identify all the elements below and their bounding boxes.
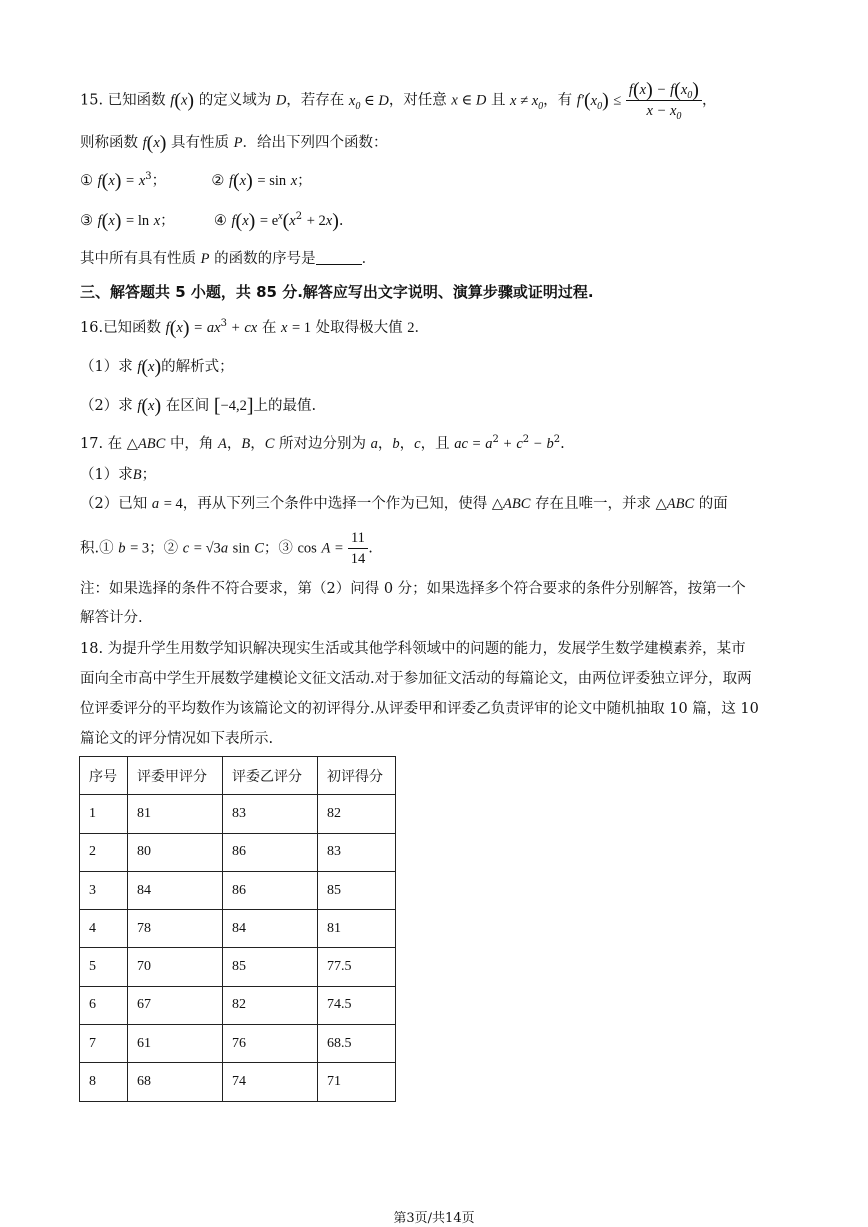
table-cell: 86 bbox=[223, 871, 318, 909]
q17-number: 17. bbox=[80, 436, 104, 452]
table-cell: 82 bbox=[223, 986, 318, 1024]
q15-line-answer: 其中所有具有性质 P 的函数的序号是 ． bbox=[80, 251, 377, 267]
table-cell: 8 bbox=[80, 1063, 128, 1101]
q15-text: ，若存在 bbox=[286, 92, 345, 109]
q18-line4: 篇论文的评分情况如下表所示. bbox=[80, 731, 274, 747]
q17-text: （1）求 bbox=[80, 467, 133, 483]
table-cell: 67 bbox=[128, 986, 223, 1024]
table-cell: 70 bbox=[128, 948, 223, 986]
option-2-marker: ② bbox=[211, 173, 225, 189]
q16-text: （2）求 bbox=[80, 398, 133, 414]
table-row bbox=[80, 833, 396, 871]
table-row bbox=[80, 910, 396, 948]
table-cell: 85 bbox=[318, 871, 396, 909]
table-cell: 74.5 bbox=[318, 986, 396, 1024]
option-1-marker: ① bbox=[80, 173, 93, 189]
option-3-marker: ③ bbox=[80, 213, 93, 229]
table-cell: 82 bbox=[318, 795, 396, 833]
q16-text: 的解析式； bbox=[161, 359, 234, 375]
q17-text: 的面 bbox=[698, 496, 728, 512]
table-cell: 83 bbox=[318, 833, 396, 871]
difference-quotient: $\frac{f(x) - f(x_0)}{x - x_0}$ bbox=[626, 80, 702, 121]
option-4-marker: ④ bbox=[213, 213, 227, 229]
table-row bbox=[80, 795, 396, 833]
table-cell: 1 bbox=[80, 795, 128, 833]
q15-text: 具有性质 bbox=[171, 135, 230, 151]
table-cell: 68 bbox=[128, 1063, 223, 1101]
table-cell: 84 bbox=[223, 910, 318, 948]
table-cell: 2 bbox=[80, 833, 128, 871]
table-cell: 81 bbox=[128, 795, 223, 833]
q15-line2: 则称函数 f(x) 具有性质 P．给出下列四个函数： bbox=[80, 132, 388, 154]
q16-number: 16. bbox=[80, 320, 104, 336]
table-cell: 68.5 bbox=[318, 1025, 396, 1063]
table-cell: 86 bbox=[223, 833, 318, 871]
q16-text: ． bbox=[414, 320, 430, 336]
header-cell: 评委甲评分 bbox=[128, 757, 223, 795]
q15-text: 其中所有具有性质 bbox=[80, 251, 196, 267]
table-header-row bbox=[80, 757, 396, 795]
q15-text: ，对任意 bbox=[388, 92, 447, 109]
q17-part1: （1）求B； bbox=[80, 467, 157, 483]
table-cell: 4 bbox=[80, 910, 128, 948]
table-cell: 6 bbox=[80, 986, 128, 1024]
q17-note-line2: 解答计分. bbox=[80, 610, 143, 626]
section-heading: 三、解答题共 5 小题，共 85 分.解答应写出文字说明、演算步骤或证明过程. bbox=[80, 283, 594, 301]
math: f bbox=[170, 92, 175, 109]
q18-line3: 位评委评分的平均数作为该篇论文的初评得分.从评委甲和评委乙负责评审的论文中随机抽取 10 篇，这 10 bbox=[80, 701, 759, 717]
page-footer: 第3页/共14页 bbox=[393, 1211, 475, 1226]
q15-text: 的定义域为 bbox=[198, 92, 272, 109]
math: $x \ne x_0$ bbox=[510, 92, 544, 112]
cos-fraction: $\frac{11}{14}$ bbox=[348, 528, 369, 569]
math: D bbox=[275, 92, 287, 109]
q17-line1: 17. 在 △ABC 中，角 A，B，C 所对边分别为 a，b，c，且 ac = $a^2 + c^2 - b^2$. bbox=[80, 434, 565, 452]
q17-note-line1: 注：如果选择的条件不符合要求，第（2）问得 0 分；如果选择多个符合要求的条件分别解答，按第一个 bbox=[80, 581, 746, 597]
q17-text: 所对边分别为 bbox=[279, 436, 367, 452]
q17-text: ；② bbox=[149, 540, 179, 557]
q15-text: 的函数的序号是 bbox=[214, 251, 316, 267]
table-cell: 77.5 bbox=[318, 948, 396, 986]
math: f′ bbox=[576, 92, 584, 109]
q17-text: 在 bbox=[107, 436, 123, 452]
q18-line2: 面向全市高中学生开展数学建模论文征文活动.对于参加征文活动的每篇论文，由两位评委独立评分，取两 bbox=[80, 671, 752, 687]
table-row bbox=[80, 948, 396, 986]
table-row bbox=[80, 986, 396, 1024]
table-cell: 7 bbox=[80, 1025, 128, 1063]
q17-text: ，再从下列三个条件中选择一个作为已知，使得 bbox=[182, 496, 488, 512]
q17-conditions: 积.① b = 3；② c = √3a sin C；③ cos A = $\frac{11}{14}$ . bbox=[80, 530, 373, 567]
q16-text: （1）求 bbox=[80, 359, 133, 375]
table-cell: 5 bbox=[80, 948, 128, 986]
q16-text: 处取得极大值 bbox=[315, 320, 403, 336]
q15-text: 已知函数 bbox=[107, 92, 166, 109]
table-cell: 84 bbox=[128, 871, 223, 909]
q16-text: 在 bbox=[261, 320, 277, 336]
q17-text: 存在且唯一，并求 bbox=[535, 496, 652, 512]
table-cell: 83 bbox=[223, 795, 318, 833]
answer-blank bbox=[316, 250, 362, 265]
table-row bbox=[80, 1063, 396, 1101]
table-cell: 61 bbox=[128, 1025, 223, 1063]
header-cell: 评委乙评分 bbox=[223, 757, 318, 795]
table-cell: 76 bbox=[223, 1025, 318, 1063]
table-row bbox=[80, 871, 396, 909]
q17-text: ；③ bbox=[263, 540, 293, 557]
q16-text: 在区间 bbox=[165, 398, 210, 414]
q15-line1: 15. 已知函数 f(x) 的定义域为 D，若存在 $x_0$ ∈ D，对任意 x ∈ D 且 $x \ne x_0$，有 $f'(x_0)$ ≤ $\frac{f(x) - f(x_0)}{x - x_0}$ ， bbox=[80, 79, 717, 122]
q17-text: 中，角 bbox=[169, 436, 214, 452]
q15-options-row2: ③ f(x) = ln x； ④ $f(x) = e^x(x^2 + 2x)$. bbox=[80, 210, 344, 232]
q17-text: ； bbox=[141, 467, 157, 483]
math: $x_0$ ∈ D bbox=[348, 92, 389, 112]
q15-text: ，有 bbox=[543, 92, 573, 109]
header-cell: 序号 bbox=[80, 757, 128, 795]
q15-text: ．给出下列四个函数： bbox=[242, 135, 388, 151]
header-cell: 初评得分 bbox=[318, 757, 396, 795]
table-cell: 80 bbox=[128, 833, 223, 871]
q16-part1: （1）求 f(x)的解析式； bbox=[80, 356, 234, 378]
table-cell: 81 bbox=[318, 910, 396, 948]
q17-text: 积.① bbox=[80, 540, 114, 557]
table-row bbox=[80, 1025, 396, 1063]
q17-part2: （2）已知 a = 4，再从下列三个条件中选择一个作为已知，使得 △ABC 存在且唯一，并求 △ABC 的面 bbox=[80, 496, 728, 512]
q15-text: ． bbox=[361, 251, 377, 267]
table-cell: 3 bbox=[80, 871, 128, 909]
q15-options-row1: ① $f(x) = x^3$； ② f(x) = sin x； bbox=[80, 170, 312, 192]
math: x ∈ D bbox=[451, 92, 487, 109]
q15-text: 则称函数 bbox=[80, 135, 138, 151]
table-cell: 85 bbox=[223, 948, 318, 986]
q18-line1: 18. 为提升学生用数学知识解决现实生活或其他学科领域中的问题的能力，发展学生数学建模素养，某市 bbox=[80, 641, 746, 657]
q15-number: 15. bbox=[80, 92, 104, 109]
q17-text: （2）已知 bbox=[80, 496, 148, 512]
q16-line1: 16.已知函数 $f(x) = ax^3$ + cx 在 x = 1 处取得极大值 2． bbox=[80, 317, 430, 339]
q16-text: 已知函数 bbox=[103, 320, 162, 336]
q17-text: ，且 bbox=[420, 436, 450, 452]
q16-part2: （2）求 f(x) 在区间 [−4,2]上的最值. bbox=[80, 395, 317, 417]
q16-text: 上的最值. bbox=[253, 398, 317, 414]
table-cell: 74 bbox=[223, 1063, 318, 1101]
q15-text: 且 bbox=[490, 92, 506, 109]
table-cell: 78 bbox=[128, 910, 223, 948]
scores-table bbox=[79, 756, 396, 1102]
table-cell: 71 bbox=[318, 1063, 396, 1101]
